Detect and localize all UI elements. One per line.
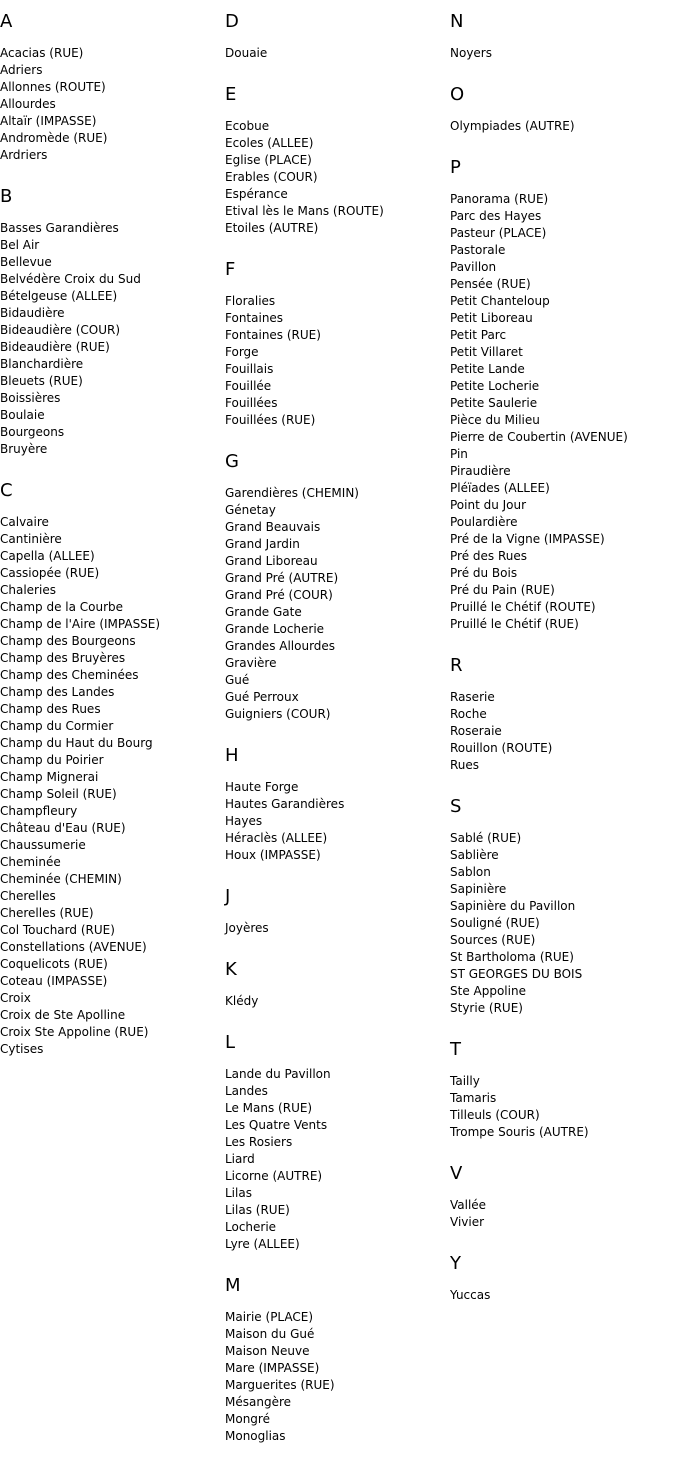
street-name: Croix de Ste Apolline bbox=[0, 1008, 126, 1022]
street-name: Petite Locherie bbox=[450, 379, 540, 393]
street-name: Champ des Bruyères bbox=[0, 651, 126, 665]
street-list bbox=[450, 1073, 675, 1141]
street-name: Andromède (RUE) bbox=[0, 131, 108, 145]
street-name: Blanchardière bbox=[0, 357, 84, 371]
street-name: Pré du Bois bbox=[450, 566, 518, 580]
street-name: Pré du Pain (RUE) bbox=[450, 583, 555, 597]
street-name: Bideaudière (COUR) bbox=[0, 323, 121, 337]
street-name: Etoiles (AUTRE) bbox=[225, 221, 319, 235]
letter-section bbox=[0, 481, 225, 1058]
street-name: Erables (COUR) bbox=[225, 170, 318, 184]
street-list bbox=[225, 920, 450, 937]
letter-section bbox=[450, 12, 675, 62]
street-name: Champ des Rues bbox=[0, 702, 101, 716]
street-list bbox=[225, 293, 450, 429]
street-name: Génetay bbox=[225, 503, 276, 517]
street-name: Petit Liboreau bbox=[450, 311, 533, 325]
street-name: Sapinière du Pavillon bbox=[450, 899, 576, 913]
street-name: Mairie (PLACE) bbox=[225, 1310, 314, 1324]
street-name: Pasteur (PLACE) bbox=[450, 226, 547, 240]
street-name: Coteau (IMPASSE) bbox=[0, 974, 108, 988]
street-name: Pensée (RUE) bbox=[450, 277, 531, 291]
street-name: Vallée bbox=[450, 1198, 487, 1212]
street-name: Pléïades (ALLEE) bbox=[450, 481, 550, 495]
letter-section bbox=[450, 1164, 675, 1231]
street-name: Pastorale bbox=[450, 243, 506, 257]
street-name: Bellevue bbox=[0, 255, 52, 269]
section-letter-heading: L bbox=[225, 1032, 236, 1053]
street-name: Forge bbox=[225, 345, 259, 359]
street-name: Cassiopée (RUE) bbox=[0, 566, 100, 580]
street-name: Champ Soleil (RUE) bbox=[0, 787, 117, 801]
street-name: Fontaines (RUE) bbox=[225, 328, 321, 342]
section-letter-heading: B bbox=[0, 186, 13, 207]
street-name: Croix Ste Appoline (RUE) bbox=[0, 1025, 149, 1039]
street-name: Fouillées bbox=[225, 396, 278, 410]
section-letter-heading: J bbox=[225, 886, 231, 907]
street-name: Grande Locherie bbox=[225, 622, 325, 636]
street-name: Klédy bbox=[225, 994, 259, 1008]
section-letter-heading: C bbox=[0, 480, 13, 501]
section-letter-heading: D bbox=[225, 11, 239, 32]
street-name: Trompe Souris (AUTRE) bbox=[450, 1125, 589, 1139]
street-name: Lilas bbox=[225, 1186, 252, 1200]
street-list bbox=[450, 1287, 675, 1304]
street-list bbox=[450, 1197, 675, 1231]
street-name: Les Quatre Vents bbox=[225, 1118, 328, 1132]
street-name: Ste Appoline bbox=[450, 984, 526, 998]
street-list bbox=[225, 118, 450, 237]
street-name: Yuccas bbox=[450, 1288, 491, 1302]
street-name: Fouillais bbox=[225, 362, 274, 376]
letter-section bbox=[450, 1254, 675, 1304]
street-name: Grand Liboreau bbox=[225, 554, 318, 568]
section-letter-heading: F bbox=[225, 259, 236, 280]
street-list bbox=[450, 830, 675, 1017]
street-list bbox=[0, 514, 225, 1058]
street-name: Petite Lande bbox=[450, 362, 525, 376]
section-letter-heading: H bbox=[225, 745, 239, 766]
letter-section bbox=[225, 1033, 450, 1253]
street-name: Calvaire bbox=[0, 515, 49, 529]
street-name: Pruillé le Chétif (ROUTE) bbox=[450, 600, 596, 614]
street-name: Acacias (RUE) bbox=[0, 46, 84, 60]
street-list bbox=[450, 689, 675, 774]
street-name: Chaussumerie bbox=[0, 838, 86, 852]
street-name: Locherie bbox=[225, 1220, 277, 1234]
street-name: Bételgeuse (ALLEE) bbox=[0, 289, 118, 303]
street-name: Grand Pré (AUTRE) bbox=[225, 571, 339, 585]
street-name: Altaïr (IMPASSE) bbox=[0, 114, 97, 128]
street-name: Capella (ALLEE) bbox=[0, 549, 95, 563]
letter-section bbox=[450, 85, 675, 135]
street-name: Noyers bbox=[450, 46, 492, 60]
street-name: Belvédère Croix du Sud bbox=[0, 272, 141, 286]
street-name: Cantinière bbox=[0, 532, 62, 546]
street-name: Fontaines bbox=[225, 311, 284, 325]
street-name: Lilas (RUE) bbox=[225, 1203, 290, 1217]
street-name: Panorama (RUE) bbox=[450, 192, 549, 206]
letter-section bbox=[0, 12, 225, 164]
street-name: Cheminée bbox=[0, 855, 61, 869]
street-name: Parc des Hayes bbox=[450, 209, 542, 223]
street-name: Sablière bbox=[450, 848, 499, 862]
street-name: Adriers bbox=[0, 63, 43, 77]
street-name: Grand Jardin bbox=[225, 537, 300, 551]
street-name: Pruillé le Chétif (RUE) bbox=[450, 617, 579, 631]
street-name: Ecoles (ALLEE) bbox=[225, 136, 314, 150]
street-name: Lande du Pavillon bbox=[225, 1067, 331, 1081]
section-letter-heading: R bbox=[450, 655, 463, 676]
street-list bbox=[0, 45, 225, 164]
street-name: Gravière bbox=[225, 656, 277, 670]
street-name: Champ du Poirier bbox=[0, 753, 104, 767]
street-list bbox=[225, 485, 450, 723]
street-name: Grand Beauvais bbox=[225, 520, 321, 534]
street-name: Champ des Bourgeons bbox=[0, 634, 136, 648]
section-letter-heading: T bbox=[450, 1039, 461, 1060]
section-letter-heading: V bbox=[450, 1163, 463, 1184]
section-letter-heading: N bbox=[450, 11, 464, 32]
street-list bbox=[450, 191, 675, 633]
letter-section bbox=[450, 656, 675, 774]
street-name: Raserie bbox=[450, 690, 495, 704]
street-name: Mare (IMPASSE) bbox=[225, 1361, 320, 1375]
street-name: Champ de l'Aire (IMPASSE) bbox=[0, 617, 161, 631]
street-name: Floralies bbox=[225, 294, 276, 308]
street-name: Allourdes bbox=[0, 97, 56, 111]
section-letter-heading: E bbox=[225, 84, 237, 105]
letter-section bbox=[225, 746, 450, 864]
street-name: Espérance bbox=[225, 187, 288, 201]
street-name: Landes bbox=[225, 1084, 268, 1098]
street-name: Roche bbox=[450, 707, 487, 721]
street-name: Champfleury bbox=[0, 804, 78, 818]
street-name: Le Mans (RUE) bbox=[225, 1101, 313, 1115]
street-name: Pré des Rues bbox=[450, 549, 527, 563]
street-name: Les Rosiers bbox=[225, 1135, 293, 1149]
street-name: ST GEORGES DU BOIS bbox=[450, 967, 583, 981]
street-name: Champ du Haut du Bourg bbox=[0, 736, 153, 750]
index-column bbox=[225, 12, 450, 1468]
street-name: Champ Mignerai bbox=[0, 770, 99, 784]
street-name: Guigniers (COUR) bbox=[225, 707, 331, 721]
street-name: Gué bbox=[225, 673, 250, 687]
street-name: Piraudière bbox=[450, 464, 511, 478]
street-name: Mésangère bbox=[225, 1395, 291, 1409]
index-column bbox=[450, 12, 675, 1327]
street-name: Petite Saulerie bbox=[450, 396, 538, 410]
letter-section bbox=[450, 158, 675, 633]
street-name: Vivier bbox=[450, 1215, 485, 1229]
street-name: St Bartholoma (RUE) bbox=[450, 950, 574, 964]
street-name: Grande Gate bbox=[225, 605, 302, 619]
letter-section bbox=[225, 12, 450, 62]
street-name: Eglise (PLACE) bbox=[225, 153, 312, 167]
street-name: Cytises bbox=[0, 1042, 44, 1056]
street-name: Hayes bbox=[225, 814, 263, 828]
street-name: Boulaie bbox=[0, 408, 45, 422]
street-name: Souligné (RUE) bbox=[450, 916, 540, 930]
street-list bbox=[225, 45, 450, 62]
letter-section bbox=[225, 887, 450, 937]
street-name: Héraclès (ALLEE) bbox=[225, 831, 328, 845]
street-name: Mongré bbox=[225, 1412, 270, 1426]
street-list bbox=[225, 779, 450, 864]
street-name: Monoglias bbox=[225, 1429, 286, 1443]
street-name: Lyre (ALLEE) bbox=[225, 1237, 300, 1251]
street-name: Champ de la Courbe bbox=[0, 600, 124, 614]
street-name: Hautes Garandières bbox=[225, 797, 345, 811]
street-name: Houx (IMPASSE) bbox=[225, 848, 321, 862]
street-name: Haute Forge bbox=[225, 780, 299, 794]
street-name: Col Touchard (RUE) bbox=[0, 923, 115, 937]
street-name: Sources (RUE) bbox=[450, 933, 536, 947]
street-name: Bel Air bbox=[0, 238, 40, 252]
street-list bbox=[225, 993, 450, 1010]
street-name: Chaleries bbox=[0, 583, 56, 597]
street-name: Maison du Gué bbox=[225, 1327, 315, 1341]
street-name: Rouillon (ROUTE) bbox=[450, 741, 553, 755]
letter-section bbox=[225, 960, 450, 1010]
street-name: Sapinière bbox=[450, 882, 507, 896]
street-name: Douaie bbox=[225, 46, 268, 60]
section-letter-heading: A bbox=[0, 11, 13, 32]
street-name: Sablon bbox=[450, 865, 491, 879]
street-name: Styrie (RUE) bbox=[450, 1001, 523, 1015]
street-name: Croix bbox=[0, 991, 31, 1005]
street-name: Rues bbox=[450, 758, 480, 772]
street-name: Joyères bbox=[225, 921, 269, 935]
street-name: Bidaudière bbox=[0, 306, 65, 320]
street-list bbox=[450, 45, 675, 62]
street-name: Bourgeons bbox=[0, 425, 65, 439]
street-name: Bideaudière (RUE) bbox=[0, 340, 110, 354]
street-name: Coquelicots (RUE) bbox=[0, 957, 108, 971]
street-name: Pièce du Milieu bbox=[450, 413, 540, 427]
street-name: Champ des Landes bbox=[0, 685, 115, 699]
section-letter-heading: M bbox=[225, 1275, 241, 1296]
street-name: Grand Pré (COUR) bbox=[225, 588, 333, 602]
street-name: Fouillées (RUE) bbox=[225, 413, 316, 427]
section-letter-heading: S bbox=[450, 796, 462, 817]
street-name: Champ des Cheminées bbox=[0, 668, 139, 682]
street-name: Point du Jour bbox=[450, 498, 527, 512]
street-list bbox=[225, 1066, 450, 1253]
street-name: Fouillée bbox=[225, 379, 272, 393]
street-list bbox=[450, 118, 675, 135]
street-name: Pin bbox=[450, 447, 468, 461]
letter-section bbox=[0, 187, 225, 458]
section-letter-heading: P bbox=[450, 157, 461, 178]
street-name: Poulardière bbox=[450, 515, 518, 529]
street-name: Petit Chanteloup bbox=[450, 294, 550, 308]
street-name: Boissières bbox=[0, 391, 61, 405]
street-name: Château d'Eau (RUE) bbox=[0, 821, 126, 835]
section-letter-heading: G bbox=[225, 451, 239, 472]
street-name: Etival lès le Mans (ROUTE) bbox=[225, 204, 384, 218]
street-name: Pierre de Coubertin (AVENUE) bbox=[450, 430, 628, 444]
street-name: Sablé (RUE) bbox=[450, 831, 522, 845]
street-name: Champ du Cormier bbox=[0, 719, 114, 733]
street-name: Pré de la Vigne (IMPASSE) bbox=[450, 532, 605, 546]
street-name: Gué Perroux bbox=[225, 690, 299, 704]
street-name: Cheminée (CHEMIN) bbox=[0, 872, 122, 886]
street-name: Roseraie bbox=[450, 724, 502, 738]
letter-section bbox=[225, 452, 450, 723]
street-name: Constellations (AVENUE) bbox=[0, 940, 147, 954]
street-name: Bleuets (RUE) bbox=[0, 374, 83, 388]
letter-section bbox=[450, 1040, 675, 1141]
street-list bbox=[0, 220, 225, 458]
street-name: Grandes Allourdes bbox=[225, 639, 336, 653]
street-name: Olympiades (AUTRE) bbox=[450, 119, 575, 133]
letter-section bbox=[450, 797, 675, 1017]
letter-section bbox=[225, 85, 450, 237]
street-name: Basses Garandières bbox=[0, 221, 119, 235]
street-name: Ecobue bbox=[225, 119, 270, 133]
street-name: Ardriers bbox=[0, 148, 48, 162]
section-letter-heading: O bbox=[450, 84, 465, 105]
street-name: Licorne (AUTRE) bbox=[225, 1169, 323, 1183]
index-column bbox=[0, 12, 225, 1081]
section-letter-heading: Y bbox=[450, 1253, 461, 1274]
street-name: Tamaris bbox=[450, 1091, 497, 1105]
street-name: Petit Parc bbox=[450, 328, 507, 342]
letter-section bbox=[225, 1276, 450, 1445]
street-list bbox=[225, 1309, 450, 1445]
section-letter-heading: K bbox=[225, 959, 237, 980]
street-name: Cherelles bbox=[0, 889, 56, 903]
street-name: Pavillon bbox=[450, 260, 497, 274]
street-name: Garendières (CHEMIN) bbox=[225, 486, 359, 500]
street-name: Petit Villaret bbox=[450, 345, 523, 359]
street-name: Maison Neuve bbox=[225, 1344, 310, 1358]
street-name: Tilleuls (COUR) bbox=[450, 1108, 540, 1122]
street-name: Cherelles (RUE) bbox=[0, 906, 94, 920]
street-name: Bruyère bbox=[0, 442, 48, 456]
letter-section bbox=[225, 260, 450, 429]
street-name: Allonnes (ROUTE) bbox=[0, 80, 106, 94]
street-name: Tailly bbox=[450, 1074, 480, 1088]
street-name: Liard bbox=[225, 1152, 255, 1166]
street-name: Marguerites (RUE) bbox=[225, 1378, 335, 1392]
